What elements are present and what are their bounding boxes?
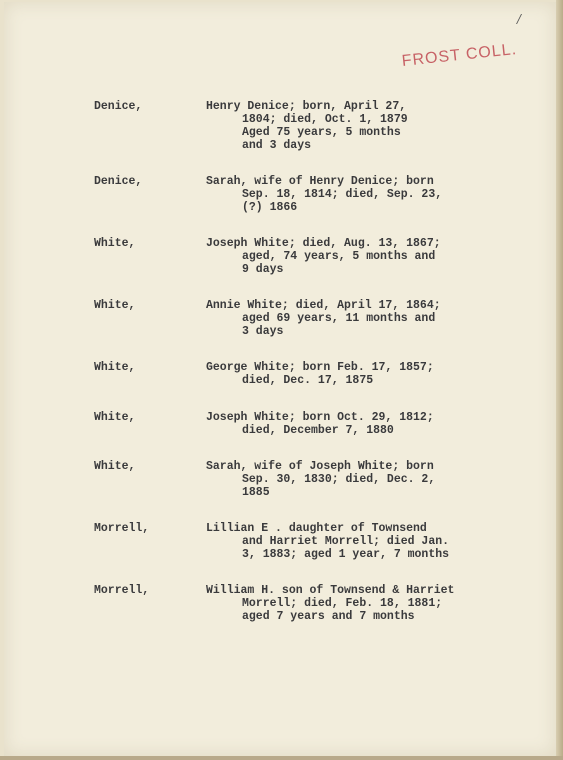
entry-line: and 3 days	[242, 139, 312, 152]
entry-text	[206, 411, 496, 437]
entry-surname: White,	[94, 361, 136, 374]
entry-text	[206, 237, 496, 276]
entry-line: Lillian E . daughter of Townsend	[206, 522, 427, 535]
entry-line: died, December 7, 1880	[242, 424, 394, 437]
entry-line: Joseph White; died, Aug. 13, 1867;	[206, 237, 441, 250]
entry-line: Sep. 18, 1814; died, Sep. 23,	[242, 188, 443, 201]
entry-line: died, Dec. 17, 1875	[242, 374, 374, 387]
entry-line: Joseph White; born Oct. 29, 1812;	[206, 411, 434, 424]
page-bottom-edge	[0, 756, 563, 760]
entry-text	[206, 522, 496, 561]
entry-line: William H. son of Townsend & Harriet	[206, 584, 455, 597]
entry-text	[206, 361, 496, 387]
page-edge	[556, 0, 563, 760]
entry-surname: White,	[94, 237, 136, 250]
entry-surname: Denice,	[94, 175, 143, 188]
entry-line: Annie White; died, April 17, 1864;	[206, 299, 441, 312]
entry-surname: Denice,	[94, 100, 143, 113]
entry-text	[206, 100, 496, 152]
entry-line: Sep. 30, 1830; died, Dec. 2,	[242, 473, 436, 486]
entry-text	[206, 175, 496, 214]
entry-line: aged, 74 years, 5 months and	[242, 250, 436, 263]
entry-line: 3 days	[242, 325, 284, 338]
entry-line: Morrell; died, Feb. 18, 1881;	[242, 597, 443, 610]
entry-text	[206, 299, 496, 338]
entry-line: aged 7 years and 7 months	[242, 610, 415, 623]
entry-surname: White,	[94, 460, 136, 473]
entry-line: George White; born Feb. 17, 1857;	[206, 361, 434, 374]
entry-line: 1804; died, Oct. 1, 1879	[242, 113, 408, 126]
collection-stamp: FROST COLL.	[401, 40, 518, 70]
entry-line: Aged 75 years, 5 months	[242, 126, 401, 139]
entry-text	[206, 460, 496, 499]
entry-line: Sarah, wife of Joseph White; born	[206, 460, 434, 473]
entry-line: 3, 1883; aged 1 year, 7 months	[242, 548, 450, 561]
entry-line: aged 69 years, 11 months and	[242, 312, 436, 325]
entry-line: 9 days	[242, 263, 284, 276]
entry-line: Sarah, wife of Henry Denice; born	[206, 175, 434, 188]
entry-text	[206, 584, 496, 623]
entry-line: 1885	[242, 486, 270, 499]
entry-line: Henry Denice; born, April 27,	[206, 100, 407, 113]
entry-surname: White,	[94, 299, 136, 312]
entry-line: (?) 1866	[242, 201, 298, 214]
entry-line: and Harriet Morrell; died Jan.	[242, 535, 450, 548]
page-number: /	[517, 12, 522, 26]
entry-surname: Morrell,	[94, 522, 150, 535]
entry-surname: Morrell,	[94, 584, 150, 597]
entry-surname: White,	[94, 411, 136, 424]
